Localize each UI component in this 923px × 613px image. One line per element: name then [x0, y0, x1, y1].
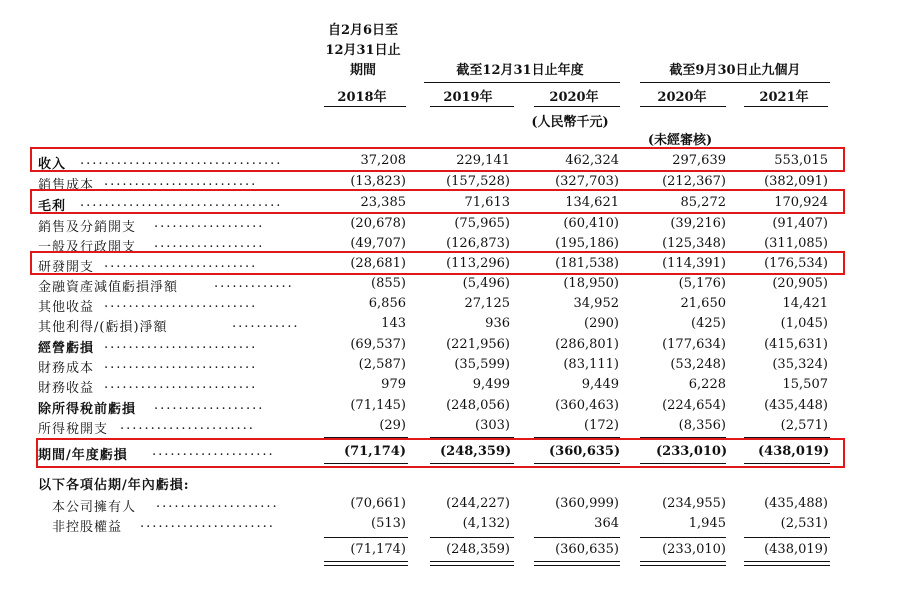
cell-2018: (513) — [371, 516, 406, 531]
cell-2018: 23,385 — [360, 195, 406, 210]
cell-2020: (360,999) — [555, 496, 619, 511]
cell-2018: (20,678) — [350, 216, 406, 231]
double-rule — [430, 561, 514, 566]
cell-2020-9m: (233,010) — [662, 542, 726, 557]
cell-2020-9m: 297,639 — [672, 153, 726, 168]
row-label: 除所得稅前虧損 — [38, 402, 137, 417]
highlight-loss-for-period — [36, 438, 845, 468]
double-rule — [534, 561, 620, 566]
cell-2018: (2,587) — [358, 357, 406, 372]
cell-2018: (70,661) — [350, 496, 406, 511]
rule — [324, 537, 408, 538]
cell-2018: (13,823) — [350, 174, 406, 189]
cell-2019: (126,873) — [446, 236, 510, 251]
cell-2018: (29) — [379, 418, 406, 433]
period-header-line3: 期間 — [349, 63, 376, 78]
cell-2019: (35,599) — [454, 357, 510, 372]
double-rule — [744, 561, 830, 566]
year-header-2020-9m: 2020年 — [657, 90, 707, 105]
cell-2021-9m: (438,019) — [764, 542, 828, 557]
double-rule — [324, 561, 408, 566]
cell-2019: 71,613 — [464, 195, 510, 210]
row-impairment-losses — [36, 276, 836, 296]
row-income-tax — [36, 418, 836, 438]
cell-2020: (360,635) — [549, 444, 621, 459]
row-dots: ................................. — [80, 195, 283, 210]
row-loss-before-tax — [36, 398, 836, 418]
period-header-line2: 12月31日止 — [325, 43, 401, 58]
cell-2020-9m: 6,228 — [688, 377, 726, 392]
row-label: 銷售及分銷開支 — [38, 220, 137, 235]
cell-2019: (75,965) — [454, 216, 510, 231]
cell-2019: (248,359) — [440, 444, 512, 459]
row-dots: ...................... — [140, 516, 275, 531]
nine-month-header: 截至9月30日止九個月 — [669, 63, 801, 78]
row-label: 收入 — [38, 157, 67, 172]
year-underline-2020 — [534, 106, 620, 107]
cell-2020: (172) — [584, 418, 619, 433]
row-operating-loss — [36, 337, 836, 357]
row-other-gains — [36, 316, 836, 336]
cell-2021-9m: (311,085) — [764, 236, 828, 251]
row-label: 財務成本 — [38, 361, 95, 376]
row-label: 銷售成本 — [38, 178, 95, 193]
cell-2019: (248,359) — [446, 542, 510, 557]
row-dots: .................. — [154, 216, 265, 231]
cell-2020: 364 — [594, 516, 619, 531]
row-owners — [36, 496, 836, 516]
cell-2020: (290) — [584, 316, 619, 331]
cell-2019: (113,296) — [446, 256, 510, 271]
cell-2021-9m: 553,015 — [774, 153, 828, 168]
row-attribution-total — [36, 542, 836, 562]
cell-2020: 9,449 — [581, 377, 619, 392]
row-dots: ............. — [214, 276, 294, 291]
rule — [534, 537, 620, 538]
row-dots: ......................... — [104, 296, 258, 311]
row-non-controlling — [36, 516, 836, 536]
row-dots: .................... — [152, 444, 275, 459]
row-dots: ......................... — [104, 174, 258, 189]
cell-2019: (157,528) — [446, 174, 510, 189]
currency-note: (人民幣千元) — [531, 115, 609, 130]
cell-2019: (244,227) — [446, 496, 510, 511]
cell-2020: (327,703) — [555, 174, 619, 189]
year-header-2021-9m: 2021年 — [759, 90, 809, 105]
row-label: 毛利 — [38, 199, 67, 214]
cell-2018: 979 — [381, 377, 406, 392]
cell-2020: (18,950) — [563, 276, 619, 291]
year-underline-2018 — [324, 106, 406, 107]
cell-2020-9m: (53,248) — [670, 357, 726, 372]
attribution-title: 以下各項佔期/年內虧損: — [38, 478, 190, 493]
cell-2021-9m: 170,924 — [774, 195, 828, 210]
cell-2020: (360,635) — [555, 542, 619, 557]
row-label: 金融資產減值虧損淨額 — [38, 280, 179, 295]
row-dots: ........... — [232, 316, 300, 331]
cell-2021-9m: (2,571) — [780, 418, 828, 433]
cell-2020: (181,538) — [555, 256, 619, 271]
row-label: 所得稅開支 — [38, 422, 109, 437]
cell-2020: (60,410) — [563, 216, 619, 231]
row-dots: ......................... — [104, 256, 258, 271]
cell-2020-9m: (224,654) — [662, 398, 726, 413]
row-label: 其他收益 — [38, 300, 95, 315]
cell-2018: (855) — [371, 276, 406, 291]
cell-2018: 143 — [381, 316, 406, 331]
year-header-2019: 2019年 — [443, 90, 493, 105]
cell-2018: (49,707) — [350, 236, 406, 251]
cell-2019: 9,499 — [472, 377, 510, 392]
cell-2019: 229,141 — [456, 153, 510, 168]
year-header-2020: 2020年 — [549, 90, 599, 105]
period-header-line1: 自2月6日至 — [327, 23, 399, 38]
row-label: 本公司擁有人 — [52, 500, 137, 515]
row-dots: .................. — [154, 398, 265, 413]
highlight-gross-profit — [30, 189, 845, 214]
cell-2021-9m: (35,324) — [772, 357, 828, 372]
row-label: 研發開支 — [38, 260, 95, 275]
cell-2020: (360,463) — [555, 398, 619, 413]
row-label: 其他利得/(虧損)淨額 — [38, 320, 168, 335]
cell-2020-9m: (234,955) — [662, 496, 726, 511]
cell-2020-9m: (5,176) — [678, 276, 726, 291]
row-finance-costs — [36, 357, 836, 377]
fy-header: 截至12月31日止年度 — [456, 63, 584, 78]
row-dots: .................. — [154, 236, 265, 251]
cell-2020: (195,186) — [555, 236, 619, 251]
cell-2021-9m: (415,631) — [764, 337, 828, 352]
row-dots: ......................... — [104, 357, 258, 372]
cell-2019: 936 — [485, 316, 510, 331]
rule — [430, 537, 514, 538]
cell-2020-9m: (114,391) — [662, 256, 726, 271]
cell-2018: 37,208 — [360, 153, 406, 168]
highlight-revenue — [30, 147, 845, 172]
year-underline-2020-9m — [640, 106, 726, 107]
cell-2018: (71,145) — [350, 398, 406, 413]
cell-2021-9m: (382,091) — [764, 174, 828, 189]
cell-2019: (221,956) — [446, 337, 510, 352]
row-label: 財務收益 — [38, 381, 95, 396]
cell-2020-9m: (39,216) — [670, 216, 726, 231]
cell-2021-9m: (435,448) — [764, 398, 828, 413]
cell-2019: 27,125 — [464, 296, 510, 311]
cell-2020-9m: 21,650 — [680, 296, 726, 311]
row-dots: ......................... — [104, 337, 258, 352]
cell-2021-9m: (438,019) — [758, 444, 830, 459]
row-selling-expenses — [36, 216, 836, 236]
cell-2021-9m: (2,531) — [780, 516, 828, 531]
cell-2021-9m: (1,045) — [780, 316, 828, 331]
cell-2020-9m: (125,348) — [662, 236, 726, 251]
row-other-income — [36, 296, 836, 316]
cell-2021-9m: (20,905) — [772, 276, 828, 291]
rule — [744, 537, 830, 538]
year-header-2018: 2018年 — [337, 90, 387, 105]
year-underline-2019 — [430, 106, 514, 107]
cell-2018: (28,681) — [350, 256, 406, 271]
cell-2021-9m: (91,407) — [772, 216, 828, 231]
cell-2020-9m: 85,272 — [680, 195, 726, 210]
cell-2019: (303) — [475, 418, 510, 433]
cell-2020-9m: (212,367) — [662, 174, 726, 189]
cell-2018: (71,174) — [350, 542, 406, 557]
cell-2020: 34,952 — [573, 296, 619, 311]
cell-2018: (69,537) — [350, 337, 406, 352]
cell-2020: (286,801) — [555, 337, 619, 352]
cell-2018: 6,856 — [368, 296, 406, 311]
cell-2020-9m: 1,945 — [688, 516, 726, 531]
rule — [640, 537, 726, 538]
cell-2020-9m: (233,010) — [656, 444, 728, 459]
cell-2021-9m: (176,534) — [764, 256, 828, 271]
cell-2019: (248,056) — [446, 398, 510, 413]
year-underline-2021-9m — [744, 106, 828, 107]
nine-month-header-underline — [640, 82, 830, 83]
row-label: 期間/年度虧損 — [38, 448, 128, 463]
cell-2020-9m: (177,634) — [662, 337, 726, 352]
row-dots: .................... — [156, 496, 279, 511]
row-dots: ......................... — [104, 377, 258, 392]
cell-2021-9m: 15,507 — [782, 377, 828, 392]
cell-2020: 134,621 — [565, 195, 619, 210]
cell-2019: (4,132) — [462, 516, 510, 531]
row-label: 非控股權益 — [52, 520, 123, 535]
cell-2020-9m: (8,356) — [678, 418, 726, 433]
row-label: 經營虧損 — [38, 341, 95, 356]
row-finance-income — [36, 377, 836, 397]
row-dots: ................................. — [80, 153, 283, 168]
cell-2021-9m: (435,488) — [764, 496, 828, 511]
row-label: 一般及行政開支 — [38, 240, 137, 255]
cell-2019: (5,496) — [462, 276, 510, 291]
fy-header-underline — [424, 82, 620, 83]
row-dots: ...................... — [120, 418, 255, 433]
cell-2018: (71,174) — [343, 444, 406, 459]
double-rule — [640, 561, 726, 566]
cell-2020: (83,111) — [563, 357, 619, 372]
cell-2021-9m: 14,421 — [782, 296, 828, 311]
cell-2020: 462,324 — [565, 153, 619, 168]
highlight-rd-expenses — [30, 251, 845, 275]
unaudited-note: (未經審核) — [647, 133, 713, 148]
cell-2020-9m: (425) — [691, 316, 726, 331]
